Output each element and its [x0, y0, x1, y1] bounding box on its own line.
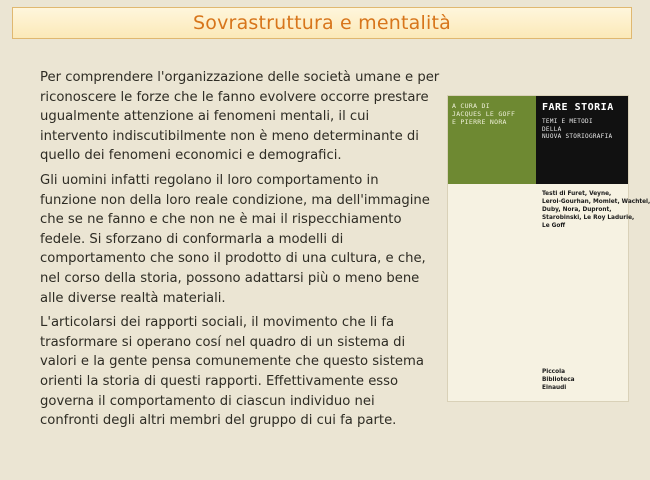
- book-editors: [452, 102, 534, 126]
- book-authors: [542, 190, 650, 230]
- book-subtitle-line: NUOVA STORIOGRAFIA: [542, 133, 613, 140]
- book-title: FARE STORIA: [542, 102, 614, 113]
- book-cover-image: [448, 96, 650, 401]
- book-subtitle: [542, 118, 612, 141]
- text-line: Gli uomini infatti regolano il loro comportamento in: [40, 172, 379, 188]
- paragraph-1: [40, 68, 440, 166]
- book-publisher: [542, 368, 575, 392]
- book-authors-line: Testi di Furet, Veyne,: [542, 191, 612, 197]
- book-editors-line: A CURA DI: [452, 102, 490, 110]
- book-editors-line: JACQUES LE GOFF: [452, 110, 516, 118]
- slide-title-bar: [12, 7, 632, 39]
- text-line: ugualmente attenzione ai fenomeni mentali, il cui: [40, 109, 370, 125]
- slide-title: Sovrastruttura e mentalità: [193, 12, 451, 34]
- text-line: quello dei fenomeni economici e demografici.: [40, 148, 342, 164]
- text-line: riconoscere le forze che le fanno evolvere occorre prestare: [40, 89, 429, 105]
- text-line: alle diverse realtà materiali.: [40, 290, 226, 306]
- text-line: che se ne fanno e che non ne è mai il rispecchiamento: [40, 212, 402, 228]
- book-publisher-line: Einaudi: [542, 385, 567, 391]
- text-line: nel corso della storia, possono adattarsi più o meno bene: [40, 270, 420, 286]
- book-authors-line: Leroi-Gourhan, Momlet, Wachtel,: [542, 199, 650, 205]
- book-authors-line: Le Goff: [542, 223, 566, 229]
- text-line: confronti degli altri membri del gruppo di cui fa parte.: [40, 413, 397, 429]
- text-line: L'articolarsi dei rapporti sociali, il movimento che li fa: [40, 315, 395, 331]
- text-line: funzione non della loro reale condizione, ma dell'immagine: [40, 192, 430, 208]
- book-authors-line: Duby, Nora, Dupront,: [542, 207, 612, 213]
- text-line: orienti la storia di questi rapporti. Effettivamente esso: [40, 373, 399, 389]
- text-line: Per comprendere l'organizzazione delle società umane e per: [40, 70, 440, 85]
- text-line: valori e la gente pensa comunemente che questo sistema: [40, 354, 424, 370]
- book-publisher-line: Biblioteca: [542, 377, 575, 383]
- book-subtitle-line: DELLA: [542, 125, 562, 133]
- text-line: comportamento che sono il prodotto di una cultura, e che,: [40, 251, 426, 267]
- text-line: fedele. Si sforzano di conformarla a modelli di: [40, 231, 344, 247]
- paragraph-2: [40, 171, 440, 308]
- text-line: trasformare si operano cosí nel quadro di un sistema di: [40, 334, 406, 350]
- book-editors-line: E PIERRE NORA: [452, 118, 507, 126]
- body-text: [40, 68, 440, 436]
- paragraph-3: [40, 313, 440, 431]
- text-line: governa il comportamento di ciascun individuo nei: [40, 393, 375, 409]
- book-publisher-line: Piccola: [542, 369, 565, 375]
- book-subtitle-line: TEMI E METODI: [542, 118, 593, 125]
- book-authors-line: Starobinski, Le Roy Ladurie,: [542, 215, 635, 221]
- text-line: intervento indiscutibilmente non è meno determinante di: [40, 128, 419, 144]
